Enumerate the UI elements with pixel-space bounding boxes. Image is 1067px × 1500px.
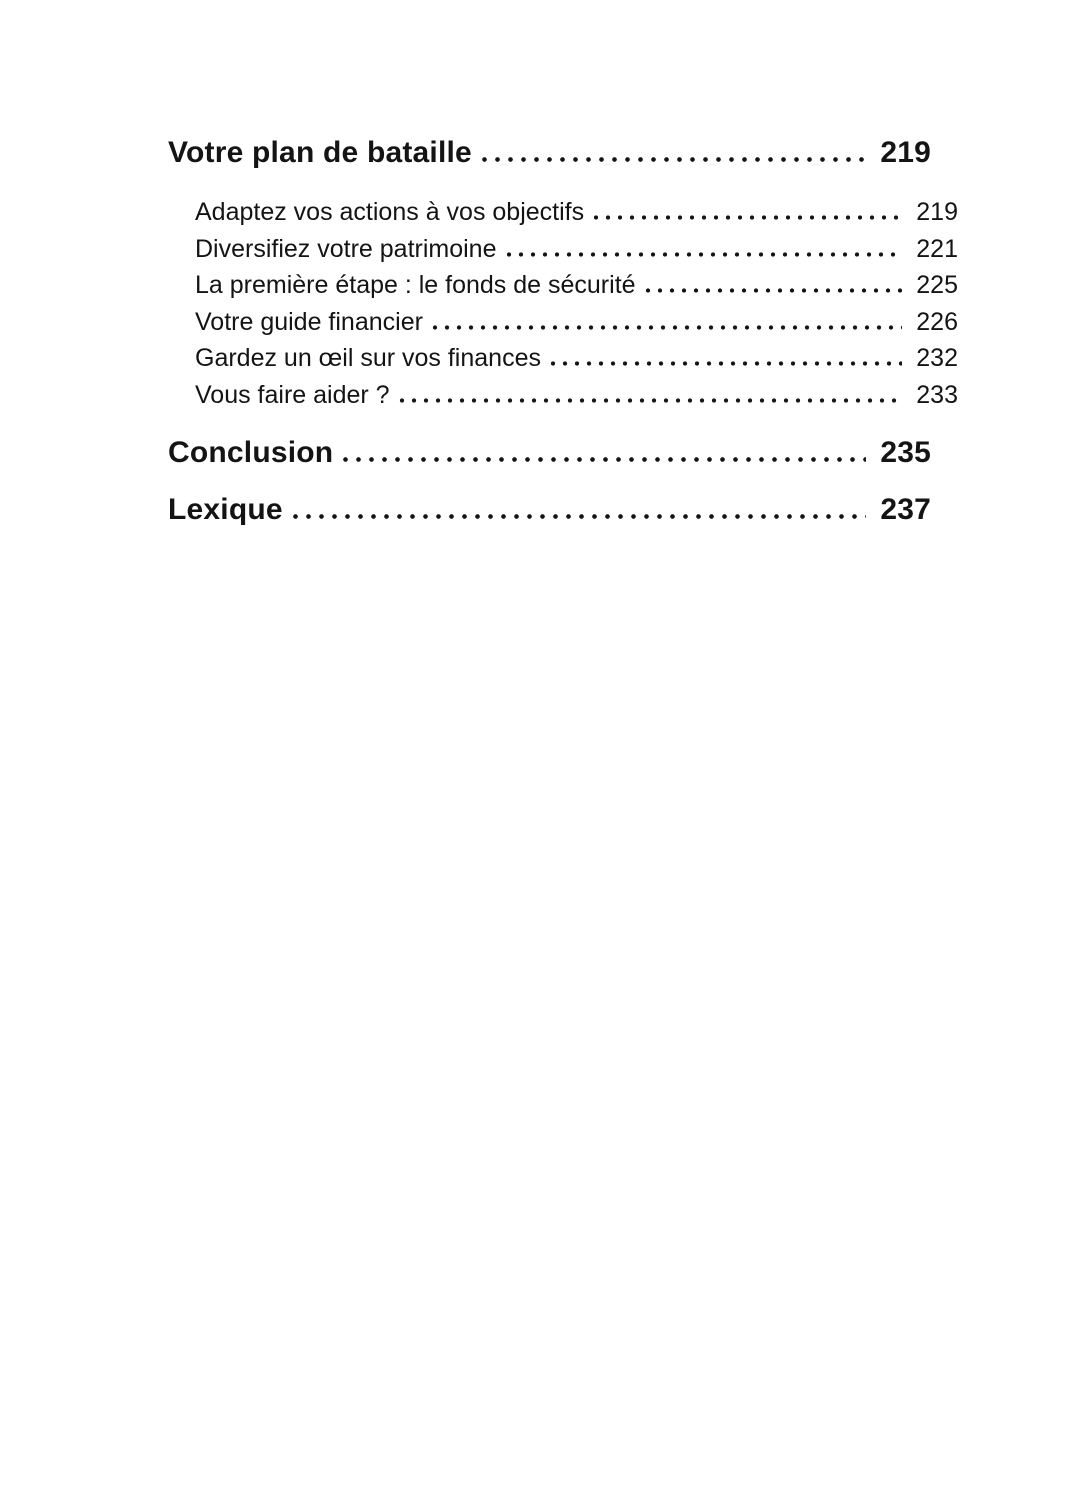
dot-leader (547, 361, 902, 366)
item-title: Gardez un œil sur vos finances (195, 344, 541, 372)
item-title: Votre guide financier (195, 307, 423, 336)
chapter-title: Lexique (168, 493, 283, 526)
toc-chapter-row (168, 431, 931, 475)
dot-leader (642, 288, 903, 293)
chapter-page-number: 237 (880, 493, 931, 526)
dot-leader (503, 252, 903, 257)
toc (168, 131, 958, 532)
dot-leader (590, 215, 902, 220)
dot-leader (478, 157, 866, 162)
item-title: Vous faire aider ? (195, 380, 390, 409)
toc-item-row (168, 340, 958, 377)
toc-chapter-row (168, 488, 931, 532)
item-title: Adaptez vos actions à vos objectifs (195, 198, 585, 226)
dot-leader (396, 398, 903, 403)
item-page-number: 232 (916, 344, 958, 372)
item-page-number: 219 (916, 198, 958, 226)
chapter-page-number: 235 (880, 436, 931, 469)
chapter-page-number: 219 (880, 136, 931, 169)
toc-item-row (168, 194, 958, 231)
dot-leader (339, 457, 866, 462)
toc-chapter-row (168, 131, 931, 175)
item-title: La première étape : le fonds de sécurité (195, 271, 636, 299)
toc-section (168, 431, 931, 475)
toc-item-row (168, 377, 958, 414)
toc-items (168, 194, 958, 413)
item-page-number: 233 (916, 380, 958, 409)
dot-leader (429, 325, 902, 330)
toc-section (168, 131, 958, 413)
toc-item-row (168, 231, 958, 268)
dot-leader (289, 514, 867, 519)
toc-item-row (168, 304, 958, 341)
item-page-number: 225 (916, 271, 958, 299)
toc-section (168, 488, 931, 532)
item-page-number: 226 (916, 307, 958, 336)
chapter-title: Votre plan de bataille (168, 136, 472, 169)
item-page-number: 221 (916, 234, 958, 263)
chapter-title: Conclusion (168, 436, 334, 469)
toc-item-row (168, 267, 958, 304)
item-title: Diversifiez votre patrimoine (195, 234, 497, 263)
